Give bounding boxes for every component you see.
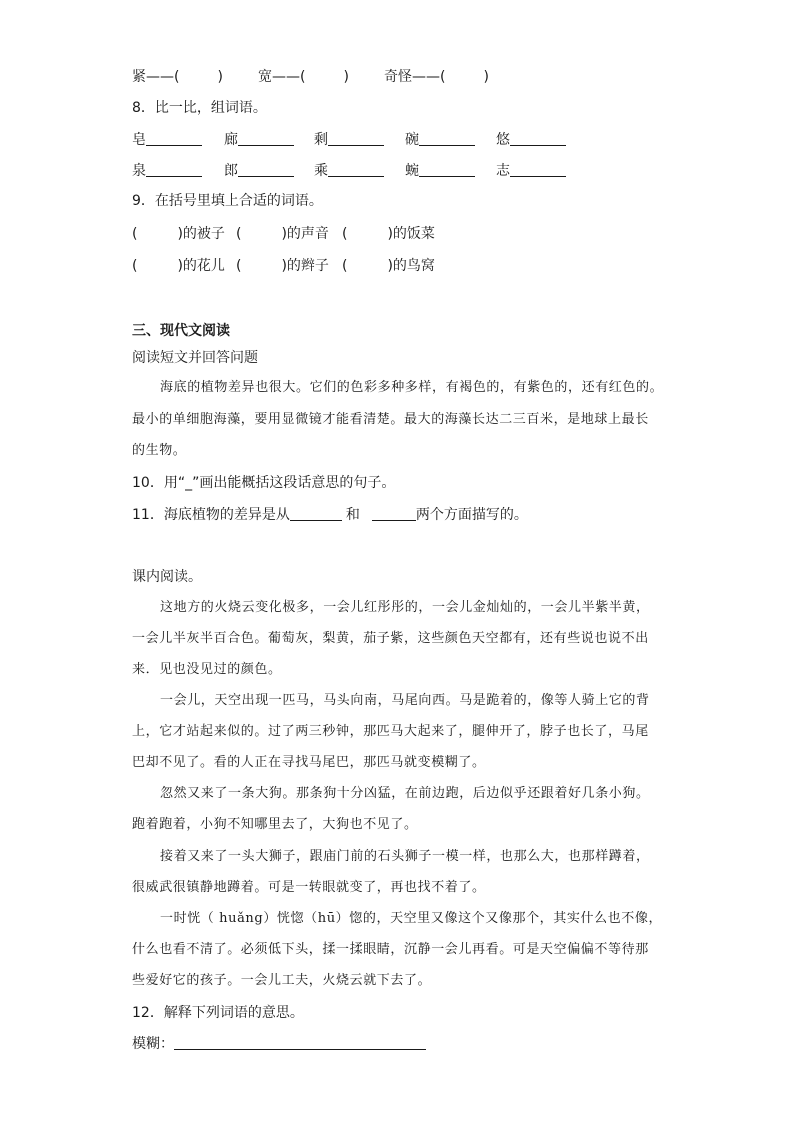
answer-blank[interactable] bbox=[510, 162, 566, 177]
q7-item-2: 宽——( ) bbox=[258, 69, 349, 85]
q8-item: 碗 bbox=[405, 129, 475, 149]
section-subheading: 阅读短文并回答问题 bbox=[132, 350, 258, 366]
q8-item: 廊 bbox=[224, 129, 294, 149]
q8-item: 蜿 bbox=[405, 160, 475, 180]
passage-line: 一时恍（ huǎng）恍惚（hū）惚的，天空里又像这个又像那个，其实什么也不像， bbox=[160, 911, 663, 926]
answer-blank[interactable] bbox=[238, 131, 294, 146]
answer-blank[interactable] bbox=[510, 131, 566, 146]
passage-line: 这地方的火烧云变化极多，一会儿红彤彤的，一会儿金灿灿的，一会儿半紫半黄， bbox=[160, 600, 650, 615]
q8-item: 郎 bbox=[224, 160, 294, 180]
q9-item: ( )的花儿 bbox=[132, 258, 225, 274]
answer-blank[interactable] bbox=[290, 506, 342, 521]
q7-item-3: 奇怪——( ) bbox=[384, 69, 489, 85]
answer-blank[interactable] bbox=[328, 131, 384, 146]
q7-item-1: 紧——( ) bbox=[132, 69, 223, 85]
answer-blank[interactable] bbox=[146, 131, 202, 146]
passage-line: 跑着跑着，小狗不知哪里去了，大狗也不见了。 bbox=[132, 817, 418, 832]
answer-blank[interactable] bbox=[372, 506, 416, 521]
answer-blank[interactable] bbox=[419, 162, 475, 177]
passage-line: 巴却不见了。看的人正在寻找马尾巴，那匹马就变模糊了。 bbox=[132, 755, 486, 770]
passage-line: 海底的植物差异也很大。它们的色彩多种多样，有褐色的，有紫色的，还有红色的。 bbox=[160, 380, 664, 395]
q9-item: ( )的饭菜 bbox=[342, 226, 435, 242]
q8-title: 8．比一比，组词语。 bbox=[132, 100, 267, 116]
answer-blank[interactable] bbox=[238, 162, 294, 177]
passage-line: 些爱好它的孩子。一会儿工夫，火烧云就下去了。 bbox=[132, 973, 432, 988]
passage-line: 来．见也没见过的颜色。 bbox=[132, 662, 282, 677]
passage-line: 的生物。 bbox=[132, 443, 187, 458]
q9-item: ( )的声音 bbox=[236, 226, 329, 242]
passage-line: 什么也看不清了。必须低下头，揉一揉眼睛，沉静一会儿再看。可是天空偏偏不等待那 bbox=[132, 942, 649, 957]
q9-item: ( )的辫子 bbox=[236, 258, 329, 274]
passage-line: 上，它才站起来似的。过了两三秒钟，那匹马大起来了，腿伸开了，脖子也长了，马尾 bbox=[132, 724, 649, 739]
passage-line: 很威武很镇静地蹲着。可是一转眼就变了，再也找不着了。 bbox=[132, 880, 486, 895]
passage-line: 接着又来了一头大狮子，跟庙门前的石头狮子一模一样，也那么大，也那样蹲着， bbox=[160, 849, 650, 864]
passage-line: 一会儿半灰半百合色。葡萄灰，梨黄，茄子紫，这些颜色天空都有，还有些说也说不出 bbox=[132, 631, 649, 646]
answer-blank[interactable] bbox=[146, 162, 202, 177]
q8-item: 剩 bbox=[314, 129, 384, 149]
answer-blank[interactable] bbox=[328, 162, 384, 177]
q11: 11．海底植物的差异是从 和 两个方面描写的。 bbox=[132, 507, 528, 523]
q8-item: 志 bbox=[496, 160, 566, 180]
passage-line: 最小的单细胞海藻，要用显微镜才能看清楚。最大的海藻长达二三百米，是地球上最长 bbox=[132, 412, 649, 427]
section-heading: 三、现代文阅读 bbox=[132, 323, 230, 339]
reading-heading: 课内阅读。 bbox=[132, 569, 202, 585]
q12-item: 模糊： bbox=[132, 1034, 426, 1054]
q8-item: 乘 bbox=[314, 160, 384, 180]
passage-line: 忽然又来了一条大狗。那条狗十分凶猛，在前边跑，后边似乎还跟着好几条小狗。 bbox=[160, 786, 650, 801]
q9-title: 9．在括号里填上合适的词语。 bbox=[132, 193, 323, 209]
q12: 12．解释下列词语的意思。 bbox=[132, 1005, 304, 1021]
answer-blank[interactable] bbox=[419, 131, 475, 146]
q9-item: ( )的鸟窝 bbox=[342, 258, 435, 274]
q8-item: 泉 bbox=[132, 160, 202, 180]
q8-item: 皂 bbox=[132, 129, 202, 149]
q8-item: 悠 bbox=[496, 129, 566, 149]
q10: 10．用“_”画出能概括这段话意思的句子。 bbox=[132, 475, 396, 491]
q9-item: ( )的被子 bbox=[132, 226, 225, 242]
passage-line: 一会儿，天空出现一匹马，马头向南，马尾向西。马是跪着的，像等人骑上它的背 bbox=[160, 693, 650, 708]
answer-blank[interactable] bbox=[174, 1035, 426, 1050]
